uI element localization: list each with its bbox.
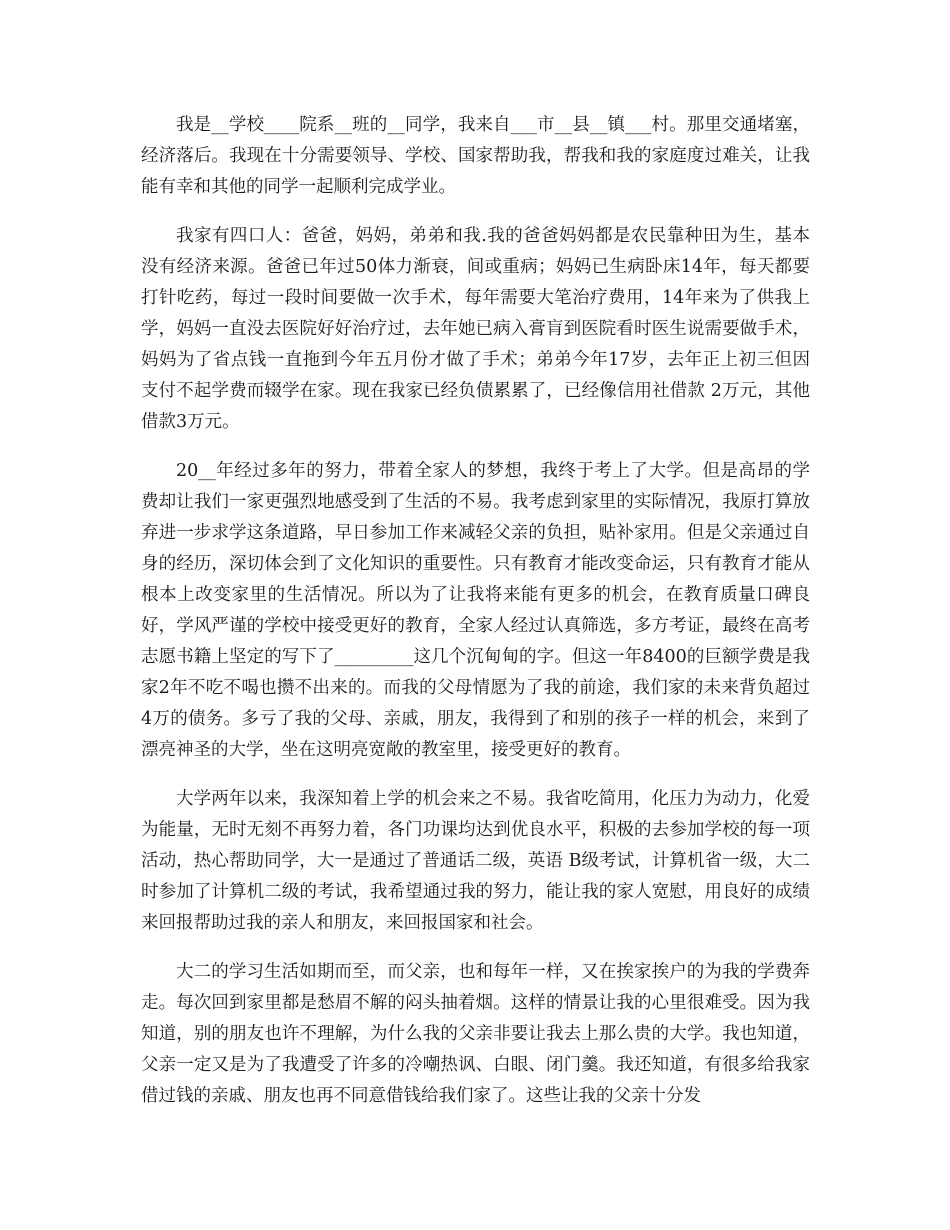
document-body [141,110,810,1130]
paragraph-1: 我是__学校____院系__班的__同学，我来自___市__县__镇___村。那里交通堵塞，经济落后。我现在十分需要领导、学校、国家帮助我，帮我和我的家庭度过难关，让我能有幸和其他的同学一起顺利完成学业。 [141,115,810,197]
paragraph-2: 我家有四口人：爸爸，妈妈，弟弟和我.我的爸爸妈妈都是农民靠种田为生，基本没有经济来源。爸爸已年过50体力渐衰，间或重病；妈妈已生病卧床14年，每天都要打针吃药，每过一段时间要做一次手术，每年需要大笔治疗费用，14年来为了供我上学，妈妈一直没去医院好好治疗过，去年她已病入膏肓到医院看时医生说需要做手术，妈妈为了省点钱一直拖到今年五月份才做了手术；弟弟今年17岁，去年正上初三但因支付不起学费而辍学在家。现在我家已经负债累累了，已经像信用社借款 2万元，其他借款3万元。 [141,226,810,432]
paragraph-3: 20__年经过多年的努力，带着全家人的梦想，我终于考上了大学。但是高昂的学费却让我们一家更强烈地感受到了生活的不易。我考虑到家里的实际情况，我原打算放弃进一步求学这条道路，早日参加工作来减轻父亲的负担，贴补家用。但是父亲通过自身的经历，深切体会到了文化知识的重要性。只有教育才能改变命运，只有教育才能从根本上改变家里的生活情况。所以为了让我将来能有更多的机会，在教育质量口碑良好，学风严谨的学校中接受更好的教育，全家人经过认真筛选，多方考证，最终在高考志愿书籍上坚定的写下了_________这几个沉甸甸的字。但这一年8400的巨额学费是我家2年不吃不喝也攒不出来的。而我的父母情愿为了我的前途，我们家的未来背负超过4万的债务。多亏了我的父母、亲戚，朋友，我得到了和别的孩子一样的机会，来到了漂亮神圣的大学，坐在这明亮宽敞的教室里，接受更好的教育。 [141,461,810,760]
paragraph-4: 大学两年以来，我深知着上学的机会来之不易。我省吃简用，化压力为动力，化爱为能量，无时无刻不再努力着，各门功课均达到优良水平，积极的去参加学校的每一项活动，热心帮助同学，大一是通过了普通话二级，英语 B级考试，计算机省一级，大二时参加了计算机二级的考试，我希望通过我的努力，能让我的家人宽慰，用良好的成绩来回报帮助过我的亲人和朋友，来回报国家和社会。 [141,789,810,933]
paragraph-5: 大二的学习生活如期而至，而父亲，也和每年一样，又在挨家挨户的为我的学费奔走。每次回到家里都是愁眉不解的闷头抽着烟。这样的情景让我的心里很难受。因为我知道，别的朋友也许不理解，为什么我的父亲非要让我去上那么贵的大学。我也知道，父亲一定又是为了我遭受了许多的冷嘲热讽、白眼、闭门羹。我还知道，有很多给我家借过钱的亲戚、朋友也再不同意借钱给我们家了。这些让我的父亲十分发 [141,962,810,1106]
